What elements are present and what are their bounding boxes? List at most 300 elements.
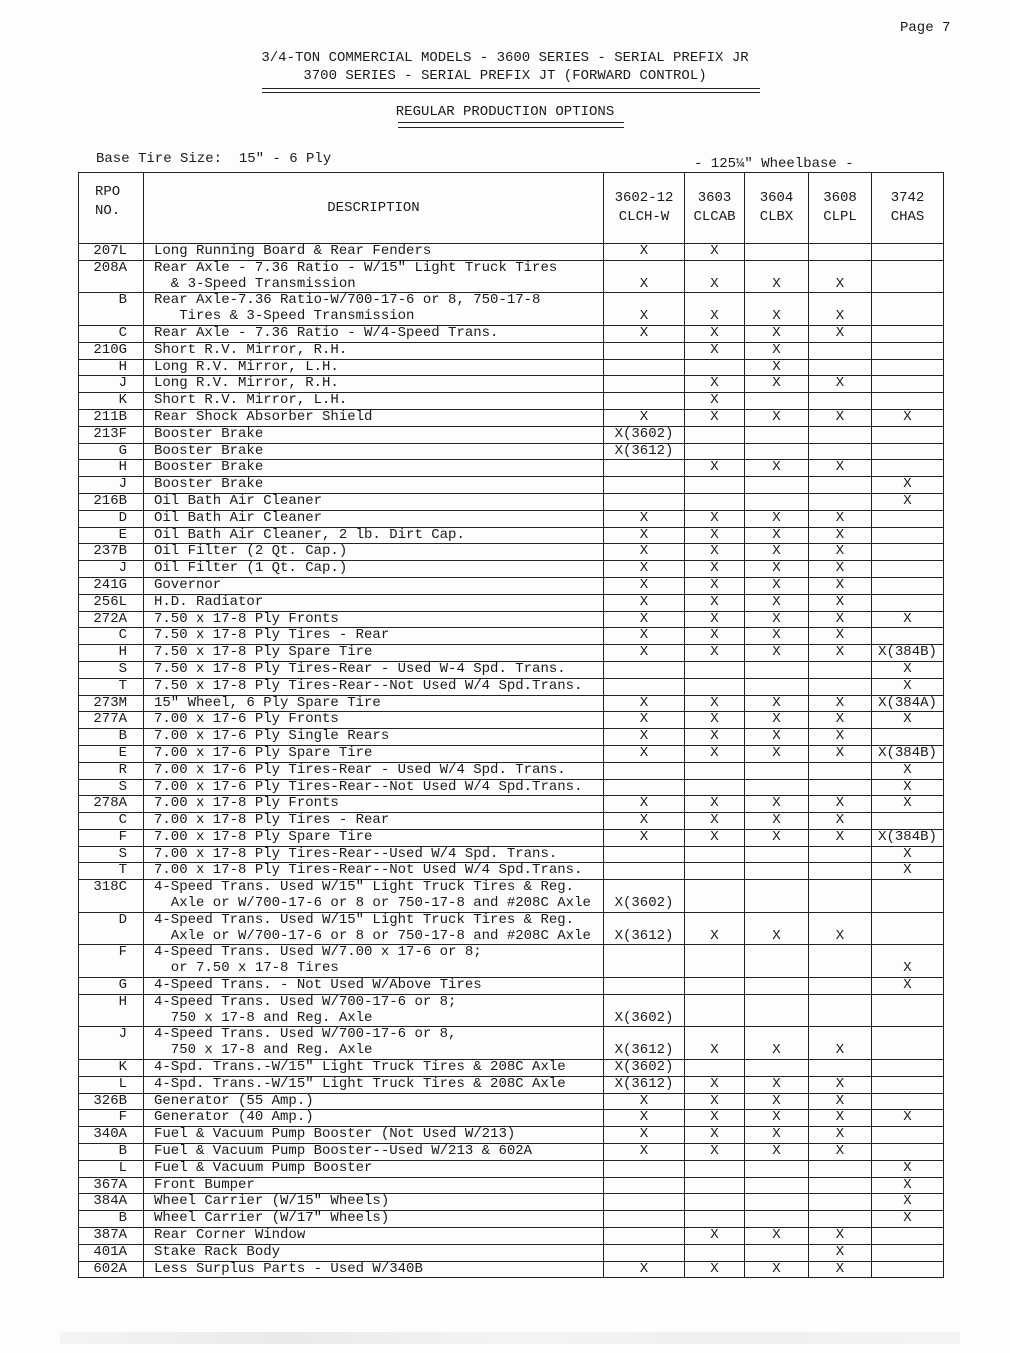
model-3603-cell (685, 779, 745, 796)
rpo-cell: F (79, 945, 144, 978)
model-3604-cell (745, 978, 809, 995)
model-3742-cell: X (872, 1110, 944, 1127)
rpo-cell: 272A (79, 611, 144, 628)
model-3608-cell: X (809, 1076, 872, 1093)
rpo-cell: T (79, 678, 144, 695)
table-row (79, 912, 944, 945)
model-3603-cell (685, 477, 745, 494)
rpo-cell: H (79, 645, 144, 662)
model-3603-cell: X (685, 745, 745, 762)
table-row (79, 945, 944, 978)
model-3603-cell (685, 1194, 745, 1211)
table-row (79, 1093, 944, 1110)
description-cell: Oil Bath Air Cleaner (144, 510, 604, 527)
model-3608-cell: X (809, 376, 872, 393)
description-cell: Oil Filter (1 Qt. Cap.) (144, 561, 604, 578)
rpo-cell: T (79, 863, 144, 880)
description-cell: 4-Speed Trans. Used W/700-17-6 or 8, 750 x 17-8 and Reg. Axle (144, 1027, 604, 1060)
table-row (79, 260, 944, 293)
model-3603-cell: X (685, 527, 745, 544)
model-3608-cell (809, 1194, 872, 1211)
rpo-cell: 401A (79, 1244, 144, 1261)
model-3608-cell: X (809, 1228, 872, 1245)
model-3604-cell: X (745, 359, 809, 376)
rpo-cell: G (79, 978, 144, 995)
model-3602-cell (604, 1211, 685, 1228)
rpo-cell: 211B (79, 409, 144, 426)
model-3602-cell: X(3612) (604, 912, 685, 945)
description-cell: 7.00 x 17-8 Ply Tires-Rear--Used W/4 Spd. Trans. (144, 846, 604, 863)
rpo-cell: F (79, 829, 144, 846)
model-3602-cell: X (604, 1144, 685, 1161)
model-3602-cell: X (604, 325, 685, 342)
description-cell: Stake Rack Body (144, 1244, 604, 1261)
table-row (79, 678, 944, 695)
description-cell: 7.00 x 17-6 Ply Single Rears (144, 729, 604, 746)
model-3602-cell (604, 1194, 685, 1211)
model-3608-cell (809, 1211, 872, 1228)
model-3742-cell: X(384B) (872, 745, 944, 762)
base-tire-size: Base Tire Size: 15" - 6 Ply (96, 151, 332, 167)
model-3604-cell (745, 477, 809, 494)
model-3604-cell: X (745, 527, 809, 544)
model-3603-cell: X (685, 561, 745, 578)
description-cell: Booster Brake (144, 443, 604, 460)
model-3603-cell: X (685, 712, 745, 729)
model-3603-cell (685, 1244, 745, 1261)
rpo-cell: B (79, 1144, 144, 1161)
rpo-cell: 367A (79, 1177, 144, 1194)
description-cell: H.D. Radiator (144, 594, 604, 611)
description-cell: 7.50 x 17-8 Ply Fronts (144, 611, 604, 628)
model-3742-cell: X (872, 779, 944, 796)
description-cell: 7.00 x 17-8 Ply Tires - Rear (144, 813, 604, 830)
model-3742-cell (872, 912, 944, 945)
model-3603-cell: X (685, 829, 745, 846)
description-cell: Oil Bath Air Cleaner (144, 493, 604, 510)
model-3742-cell: X(384A) (872, 695, 944, 712)
model-3608-cell: X (809, 1127, 872, 1144)
table-row (79, 762, 944, 779)
model-3604-cell: X (745, 745, 809, 762)
description-cell: Booster Brake (144, 460, 604, 477)
model-3603-cell: X (685, 409, 745, 426)
model-3602-cell: X(3612) (604, 443, 685, 460)
model-3608-cell: X (809, 1244, 872, 1261)
model-3608-cell (809, 493, 872, 510)
model-3608-cell (809, 880, 872, 913)
model-3608-cell: X (809, 460, 872, 477)
model-3603-cell (685, 678, 745, 695)
model-3742-cell: X (872, 846, 944, 863)
rpo-cell: 326B (79, 1093, 144, 1110)
model-3742-cell (872, 359, 944, 376)
model-3603-cell (685, 426, 745, 443)
rpo-cell: B (79, 293, 144, 326)
model-3604-cell (745, 244, 809, 261)
table-row (79, 1194, 944, 1211)
rpo-cell: L (79, 1160, 144, 1177)
model-3604-cell: X (745, 577, 809, 594)
header-model-3608: 3608 CLPL (809, 173, 872, 244)
model-3608-cell: X (809, 796, 872, 813)
model-3602-cell: X (604, 628, 685, 645)
table-row (79, 712, 944, 729)
table-row (79, 611, 944, 628)
model-3608-cell: X (809, 577, 872, 594)
description-cell: Front Bumper (144, 1177, 604, 1194)
rpo-cell: R (79, 762, 144, 779)
model-3604-cell (745, 994, 809, 1027)
model-3604-cell: X (745, 813, 809, 830)
model-3602-cell: X(3612) (604, 1027, 685, 1060)
model-3604-cell: X (745, 729, 809, 746)
model-3604-cell: X (745, 342, 809, 359)
description-cell: Rear Axle-7.36 Ratio-W/700-17-6 or 8, 750-17-8 Tires & 3-Speed Transmission (144, 293, 604, 326)
table-row (79, 460, 944, 477)
model-3603-cell: X (685, 460, 745, 477)
model-3604-cell (745, 1244, 809, 1261)
model-3608-cell (809, 244, 872, 261)
model-3604-cell (745, 1211, 809, 1228)
model-3742-cell (872, 729, 944, 746)
description-cell: Booster Brake (144, 477, 604, 494)
description-cell: 7.00 x 17-8 Ply Fronts (144, 796, 604, 813)
model-3603-cell (685, 1160, 745, 1177)
model-3602-cell: X (604, 729, 685, 746)
model-3602-cell (604, 1244, 685, 1261)
model-3603-cell: X (685, 260, 745, 293)
rpo-cell: E (79, 527, 144, 544)
rpo-cell: S (79, 846, 144, 863)
model-3602-cell: X(3612) (604, 1076, 685, 1093)
model-3603-cell: X (685, 1076, 745, 1093)
description-cell: Governor (144, 577, 604, 594)
model-3608-cell: X (809, 594, 872, 611)
model-3603-cell: X (685, 510, 745, 527)
rpo-cell: E (79, 745, 144, 762)
model-3604-cell: X (745, 1027, 809, 1060)
model-3608-cell (809, 426, 872, 443)
model-3602-cell: X (604, 527, 685, 544)
model-3603-cell: X (685, 1110, 745, 1127)
rpo-cell: B (79, 729, 144, 746)
header-model-3602: 3602-12 CLCH-W (604, 173, 685, 244)
model-3603-cell (685, 863, 745, 880)
description-cell: 7.50 x 17-8 Ply Tires - Rear (144, 628, 604, 645)
rpo-cell: L (79, 1076, 144, 1093)
model-3742-cell: X (872, 493, 944, 510)
table-row (79, 796, 944, 813)
model-3603-cell: X (685, 912, 745, 945)
model-3604-cell: X (745, 260, 809, 293)
subtitle-underline-2 (398, 127, 624, 128)
model-3603-cell: X (685, 611, 745, 628)
model-3742-cell: X (872, 1160, 944, 1177)
description-cell: Wheel Carrier (W/15" Wheels) (144, 1194, 604, 1211)
model-3742-cell (872, 510, 944, 527)
model-3604-cell (745, 1177, 809, 1194)
rpo-cell: 387A (79, 1228, 144, 1245)
table-row (79, 1261, 944, 1278)
model-3608-cell: X (809, 611, 872, 628)
table-row (79, 544, 944, 561)
title-line-1: 3/4-TON COMMERCIAL MODELS - 3600 SERIES - SERIAL PREFIX JR (261, 50, 749, 66)
model-3603-cell: X (685, 796, 745, 813)
model-3603-cell: X (685, 645, 745, 662)
model-3742-cell: X (872, 1177, 944, 1194)
model-3742-cell (872, 1027, 944, 1060)
page-number: Page 7 (900, 20, 951, 36)
model-3603-cell: X (685, 393, 745, 410)
table-row (79, 1160, 944, 1177)
model-3608-cell: X (809, 628, 872, 645)
model-3603-cell (685, 493, 745, 510)
model-3603-cell: X (685, 544, 745, 561)
description-cell: Rear Axle - 7.36 Ratio - W/15" Light Truck Tires & 3-Speed Transmission (144, 260, 604, 293)
model-3602-cell: X (604, 796, 685, 813)
table-row (79, 1060, 944, 1077)
table-row (79, 628, 944, 645)
model-3604-cell: X (745, 409, 809, 426)
description-cell: 4-Spd. Trans.-W/15" Light Truck Tires & 208C Axle (144, 1076, 604, 1093)
model-3603-cell: X (685, 594, 745, 611)
description-cell: Long R.V. Mirror, L.H. (144, 359, 604, 376)
model-3602-cell: X (604, 829, 685, 846)
description-cell: 7.50 x 17-8 Ply Spare Tire (144, 645, 604, 662)
description-cell: Wheel Carrier (W/17" Wheels) (144, 1211, 604, 1228)
table-row (79, 342, 944, 359)
model-3602-cell (604, 762, 685, 779)
description-cell: Short R.V. Mirror, L.H. (144, 393, 604, 410)
table-row (79, 359, 944, 376)
table-row (79, 1110, 944, 1127)
model-3602-cell (604, 477, 685, 494)
table-body (79, 244, 944, 1278)
rpo-cell: 208A (79, 260, 144, 293)
table-row (79, 729, 944, 746)
rpo-cell: S (79, 779, 144, 796)
model-3608-cell (809, 443, 872, 460)
table-row (79, 779, 944, 796)
rpo-cell: 318C (79, 880, 144, 913)
table-row (79, 994, 944, 1027)
model-3602-cell: X (604, 244, 685, 261)
description-cell: Fuel & Vacuum Pump Booster--Used W/213 & 602A (144, 1144, 604, 1161)
rpo-cell: C (79, 628, 144, 645)
model-3602-cell: X (604, 745, 685, 762)
model-3742-cell: X (872, 477, 944, 494)
rpo-cell: 237B (79, 544, 144, 561)
model-3608-cell: X (809, 293, 872, 326)
model-3742-cell (872, 426, 944, 443)
model-3602-cell: X(3602) (604, 1060, 685, 1077)
model-3603-cell: X (685, 1144, 745, 1161)
table-row (79, 813, 944, 830)
model-3742-cell: X (872, 945, 944, 978)
model-3603-cell: X (685, 695, 745, 712)
model-3604-cell: X (745, 645, 809, 662)
model-3604-cell: X (745, 460, 809, 477)
model-3742-cell (872, 1060, 944, 1077)
model-3603-cell: X (685, 293, 745, 326)
model-3602-cell: X (604, 510, 685, 527)
model-3604-cell (745, 678, 809, 695)
model-3602-cell: X (604, 611, 685, 628)
model-3608-cell (809, 477, 872, 494)
model-3608-cell (809, 1160, 872, 1177)
table-row (79, 1144, 944, 1161)
rpo-cell: D (79, 510, 144, 527)
model-3604-cell: X (745, 376, 809, 393)
model-3602-cell: X (604, 260, 685, 293)
description-cell: 7.00 x 17-6 Ply Fronts (144, 712, 604, 729)
model-3608-cell: X (809, 645, 872, 662)
model-3608-cell: X (809, 745, 872, 762)
model-3608-cell: X (809, 695, 872, 712)
model-3602-cell: X (604, 594, 685, 611)
rpo-cell: 216B (79, 493, 144, 510)
model-3602-cell (604, 376, 685, 393)
model-3608-cell (809, 678, 872, 695)
model-3604-cell (745, 863, 809, 880)
model-3608-cell: X (809, 544, 872, 561)
model-3742-cell (872, 1144, 944, 1161)
model-3602-cell (604, 978, 685, 995)
model-3742-cell: X (872, 661, 944, 678)
model-3602-cell: X (604, 1110, 685, 1127)
table-row (79, 1244, 944, 1261)
table-row (79, 527, 944, 544)
model-3602-cell: X (604, 645, 685, 662)
model-3604-cell: X (745, 325, 809, 342)
description-cell: 15" Wheel, 6 Ply Spare Tire (144, 695, 604, 712)
model-3742-cell (872, 544, 944, 561)
model-3742-cell (872, 293, 944, 326)
model-3742-cell (872, 1076, 944, 1093)
model-3608-cell: X (809, 561, 872, 578)
description-cell: Long Running Board & Rear Fenders (144, 244, 604, 261)
model-3742-cell: X (872, 409, 944, 426)
model-3602-cell (604, 945, 685, 978)
model-3602-cell: X (604, 1261, 685, 1278)
table-row (79, 409, 944, 426)
rpo-cell: J (79, 376, 144, 393)
description-cell: 7.50 x 17-8 Ply Tires-Rear--Not Used W/4 Spd.Trans. (144, 678, 604, 695)
model-3603-cell (685, 762, 745, 779)
model-3604-cell: X (745, 628, 809, 645)
model-3603-cell: X (685, 342, 745, 359)
model-3742-cell (872, 443, 944, 460)
description-cell: 4-Spd. Trans.-W/15" Light Truck Tires & 208C Axle (144, 1060, 604, 1077)
table-row (79, 1177, 944, 1194)
model-3608-cell: X (809, 409, 872, 426)
model-3603-cell: X (685, 1027, 745, 1060)
description-cell: 4-Speed Trans. Used W/7.00 x 17-6 or 8; or 7.50 x 17-8 Tires (144, 945, 604, 978)
model-3602-cell: X(3602) (604, 880, 685, 913)
rpo-cell: F (79, 1110, 144, 1127)
model-3602-cell (604, 661, 685, 678)
description-cell: Generator (55 Amp.) (144, 1093, 604, 1110)
model-3608-cell: X (809, 912, 872, 945)
table-row (79, 1228, 944, 1245)
header-description: DESCRIPTION (144, 173, 604, 244)
model-3604-cell: X (745, 695, 809, 712)
model-3604-cell: X (745, 829, 809, 846)
model-3604-cell: X (745, 594, 809, 611)
model-3602-cell: X (604, 695, 685, 712)
model-3603-cell (685, 1060, 745, 1077)
model-3604-cell (745, 426, 809, 443)
model-3602-cell (604, 1160, 685, 1177)
model-3742-cell (872, 994, 944, 1027)
table-row (79, 594, 944, 611)
table-row (79, 1076, 944, 1093)
rpo-cell: K (79, 1060, 144, 1077)
model-3608-cell (809, 779, 872, 796)
rpo-cell: J (79, 477, 144, 494)
model-3603-cell (685, 359, 745, 376)
model-3602-cell: X(3602) (604, 426, 685, 443)
model-3602-cell: X(3602) (604, 994, 685, 1027)
model-3742-cell: X (872, 863, 944, 880)
rpo-cell: 277A (79, 712, 144, 729)
model-3604-cell: X (745, 1261, 809, 1278)
model-3742-cell (872, 244, 944, 261)
model-3604-cell (745, 393, 809, 410)
model-3603-cell: X (685, 577, 745, 594)
table-row (79, 561, 944, 578)
model-3608-cell (809, 762, 872, 779)
model-3608-cell: X (809, 813, 872, 830)
section-subtitle: REGULAR PRODUCTION OPTIONS (395, 104, 615, 120)
rpo-cell: 213F (79, 426, 144, 443)
rpo-cell: S (79, 661, 144, 678)
description-cell: Oil Filter (2 Qt. Cap.) (144, 544, 604, 561)
title-line-2: 3700 SERIES - SERIAL PREFIX JT (FORWARD CONTROL) (303, 68, 707, 84)
model-3603-cell: X (685, 813, 745, 830)
model-3742-cell (872, 342, 944, 359)
model-3604-cell: X (745, 1127, 809, 1144)
model-3602-cell (604, 846, 685, 863)
model-3742-cell (872, 1244, 944, 1261)
description-cell: Long R.V. Mirror, R.H. (144, 376, 604, 393)
model-3608-cell: X (809, 325, 872, 342)
model-3742-cell (872, 527, 944, 544)
model-3604-cell: X (745, 561, 809, 578)
model-3608-cell: X (809, 260, 872, 293)
description-cell: 7.00 x 17-6 Ply Tires-Rear - Used W/4 Spd. Trans. (144, 762, 604, 779)
model-3742-cell: X (872, 611, 944, 628)
description-cell: 7.00 x 17-6 Ply Spare Tire (144, 745, 604, 762)
model-3603-cell (685, 945, 745, 978)
model-3742-cell (872, 325, 944, 342)
model-3742-cell (872, 561, 944, 578)
table-row (79, 244, 944, 261)
model-3608-cell (809, 359, 872, 376)
model-3602-cell: X (604, 561, 685, 578)
rpo-cell: C (79, 813, 144, 830)
model-3604-cell (745, 661, 809, 678)
rpo-cell: J (79, 561, 144, 578)
model-3742-cell: X (872, 978, 944, 995)
model-3603-cell: X (685, 628, 745, 645)
description-cell: 7.00 x 17-8 Ply Spare Tire (144, 829, 604, 846)
table-header-row (79, 173, 944, 244)
table-row (79, 880, 944, 913)
rpo-cell: 241G (79, 577, 144, 594)
table-row (79, 829, 944, 846)
